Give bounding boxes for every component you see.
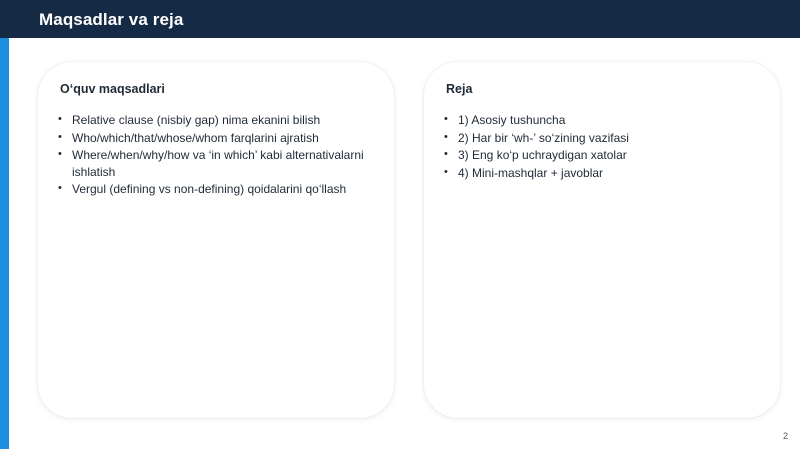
objectives-title: O‘quv maqsadlari bbox=[60, 82, 165, 96]
accent-bar bbox=[0, 38, 9, 449]
plan-list bbox=[444, 112, 764, 182]
bullet-icon: • bbox=[58, 130, 62, 143]
bullet-icon: • bbox=[58, 148, 62, 160]
bullet-icon: • bbox=[444, 130, 448, 143]
list-item bbox=[444, 147, 764, 164]
bullet-icon: • bbox=[444, 148, 448, 160]
list-item-text: Who/which/that/whose/whom farqlarini ajratish bbox=[72, 130, 319, 145]
objectives-card bbox=[38, 62, 394, 418]
page-number: 2 bbox=[782, 431, 788, 441]
bullet-icon: • bbox=[444, 113, 448, 125]
list-item bbox=[444, 112, 764, 129]
list-item bbox=[58, 130, 378, 147]
list-item-text: Vergul (defining vs non-defining) qoidalarini qo‘llash bbox=[72, 182, 347, 196]
objectives-list bbox=[58, 112, 378, 199]
list-item bbox=[444, 130, 764, 147]
list-item-text: Relative clause (nisbiy gap) nima ekanini bilish bbox=[72, 113, 321, 127]
list-item bbox=[444, 165, 764, 182]
bullet-icon: • bbox=[58, 182, 62, 194]
title-bar bbox=[0, 0, 800, 38]
list-item-text: 2) Har bir ‘wh-’ so‘zining vazifasi bbox=[458, 130, 629, 145]
list-item-text: 1) Asosiy tushuncha bbox=[458, 113, 566, 127]
bullet-icon: • bbox=[58, 113, 62, 125]
list-item-text: Where/when/why/how va ‘in which’ kabi alternativalarni ishlatish bbox=[72, 148, 364, 179]
slide-title: Maqsadlar va reja bbox=[39, 10, 184, 29]
list-item bbox=[58, 147, 378, 180]
bullet-icon: • bbox=[444, 165, 448, 178]
list-item bbox=[58, 112, 378, 129]
list-item bbox=[58, 181, 378, 198]
plan-card bbox=[424, 62, 780, 418]
list-item-text: 4) Mini-mashqlar + javoblar bbox=[458, 165, 604, 180]
plan-title: Reja bbox=[446, 82, 473, 96]
list-item-text: 3) Eng ko‘p uchraydigan xatolar bbox=[458, 148, 627, 162]
